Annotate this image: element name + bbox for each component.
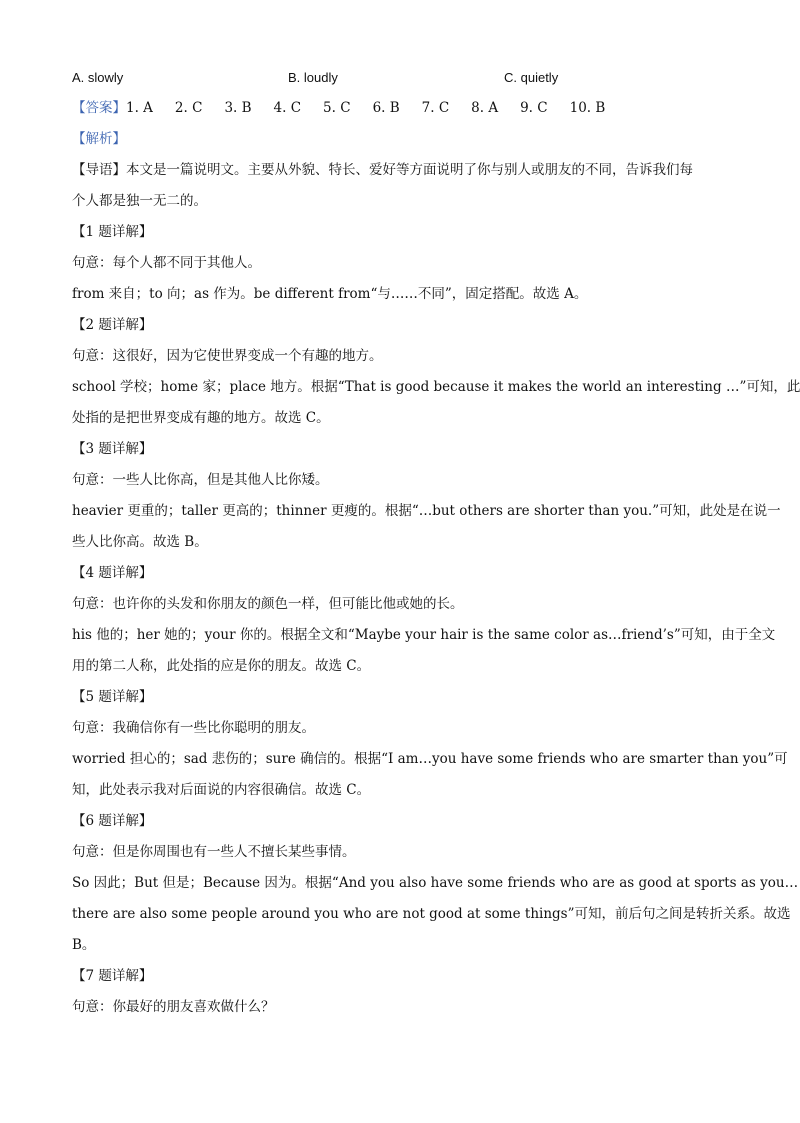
answer-item: 4. C bbox=[273, 100, 302, 116]
answer-item: 7. C bbox=[421, 100, 450, 116]
q3-explanation-1: heavier 更重的；taller 更高的；thinner 更瘦的。根据“…but others are shorter than you.”可知，此处是在说一 bbox=[72, 503, 781, 519]
q6-meaning: 句意：但是你周围也有一些人不擅长某些事情。 bbox=[72, 844, 356, 860]
intro-line-2: 个人都是独一无二的。 bbox=[72, 193, 207, 209]
q6-explanation-1: So 因此；But 但是；Because 因为。根据“And you also have some friends who are as good at sports as you… bbox=[72, 875, 799, 891]
answer-item: 6. B bbox=[372, 100, 400, 116]
q1-explanation-1: from 来自；to 向；as 作为。be different from“与……不同”，固定搭配。故选 A。 bbox=[72, 286, 588, 302]
option-b: B. loudly bbox=[288, 70, 338, 85]
q2-meaning: 句意：这很好，因为它使世界变成一个有趣的地方。 bbox=[72, 348, 383, 364]
q7-meaning: 句意：你最好的朋友喜欢做什么？ bbox=[72, 999, 275, 1015]
intro-line-1 bbox=[72, 155, 722, 186]
q4-explanation-1: his 他的；her 她的；your 你的。根据全文和“Maybe your hair is the same color as…friend’s”可知，由于全文 bbox=[72, 627, 776, 643]
answer-item: 5. C bbox=[323, 100, 351, 116]
q1-meaning: 句意：每个人都不同于其他人。 bbox=[72, 255, 261, 271]
q2-explanation-1: school 学校；home 家；place 地方。根据“That is good because it makes the world an interesting …”可知，此 bbox=[72, 379, 800, 395]
q3-header: 【3 题详解】 bbox=[72, 441, 153, 457]
answer-item: 3. B bbox=[224, 100, 252, 116]
q4-meaning: 句意：也许你的头发和你朋友的颜色一样，但可能比他或她的长。 bbox=[72, 596, 464, 612]
q7-header: 【7 题详解】 bbox=[72, 968, 153, 984]
q5-header: 【5 题详解】 bbox=[72, 689, 153, 705]
q4-header: 【4 题详解】 bbox=[72, 565, 153, 581]
option-c: C. quietly bbox=[504, 70, 559, 85]
answer-item: 9. C bbox=[520, 100, 548, 116]
analysis-heading bbox=[72, 124, 722, 155]
q6-explanation-3: B。 bbox=[72, 937, 96, 953]
q5-explanation-2: 知，此处表示我对后面说的内容很确信。故选 C。 bbox=[72, 782, 371, 798]
q3-meaning: 句意：一些人比你高，但是其他人比你矮。 bbox=[72, 472, 329, 488]
answer-item: 8. A bbox=[471, 100, 499, 116]
q5-meaning: 句意：我确信你有一些比你聪明的朋友。 bbox=[72, 720, 315, 736]
answer-item: 10. B bbox=[569, 100, 606, 116]
q2-explanation-2: 处指的是把世界变成有趣的地方。故选 C。 bbox=[72, 410, 330, 426]
answer-options-row bbox=[72, 62, 722, 93]
analysis-tag: 【解析】 bbox=[72, 131, 126, 147]
intro-text-1: 本文是一篇说明文。主要从外貌、特长、爱好等方面说明了你与别人或朋友的不同，告诉我们每 bbox=[126, 162, 693, 178]
q2-header: 【2 题详解】 bbox=[72, 317, 153, 333]
option-a: A. slowly bbox=[72, 70, 124, 85]
answer-item: 2. C bbox=[174, 100, 203, 116]
answer-key-row bbox=[72, 93, 722, 124]
q6-header: 【6 题详解】 bbox=[72, 813, 153, 829]
q3-explanation-2: 些人比你高。故选 B。 bbox=[72, 534, 208, 550]
answer-item: 1. A bbox=[126, 100, 153, 116]
q5-explanation-1: worried 担心的；sad 悲伤的；sure 确信的。根据“I am…you have some friends who are smarter than you”可 bbox=[72, 751, 788, 767]
q6-explanation-2: there are also some people around you who are not good at some things”可知，前后句之间是转折关系。故选 bbox=[72, 906, 791, 922]
document-page bbox=[72, 62, 800, 1023]
q1-header: 【1 题详解】 bbox=[72, 224, 153, 240]
q4-explanation-2: 用的第二人称，此处指的应是你的朋友。故选 C。 bbox=[72, 658, 371, 674]
answer-tag: 【答案】 bbox=[72, 100, 126, 116]
intro-tag: 【导语】 bbox=[72, 162, 126, 178]
